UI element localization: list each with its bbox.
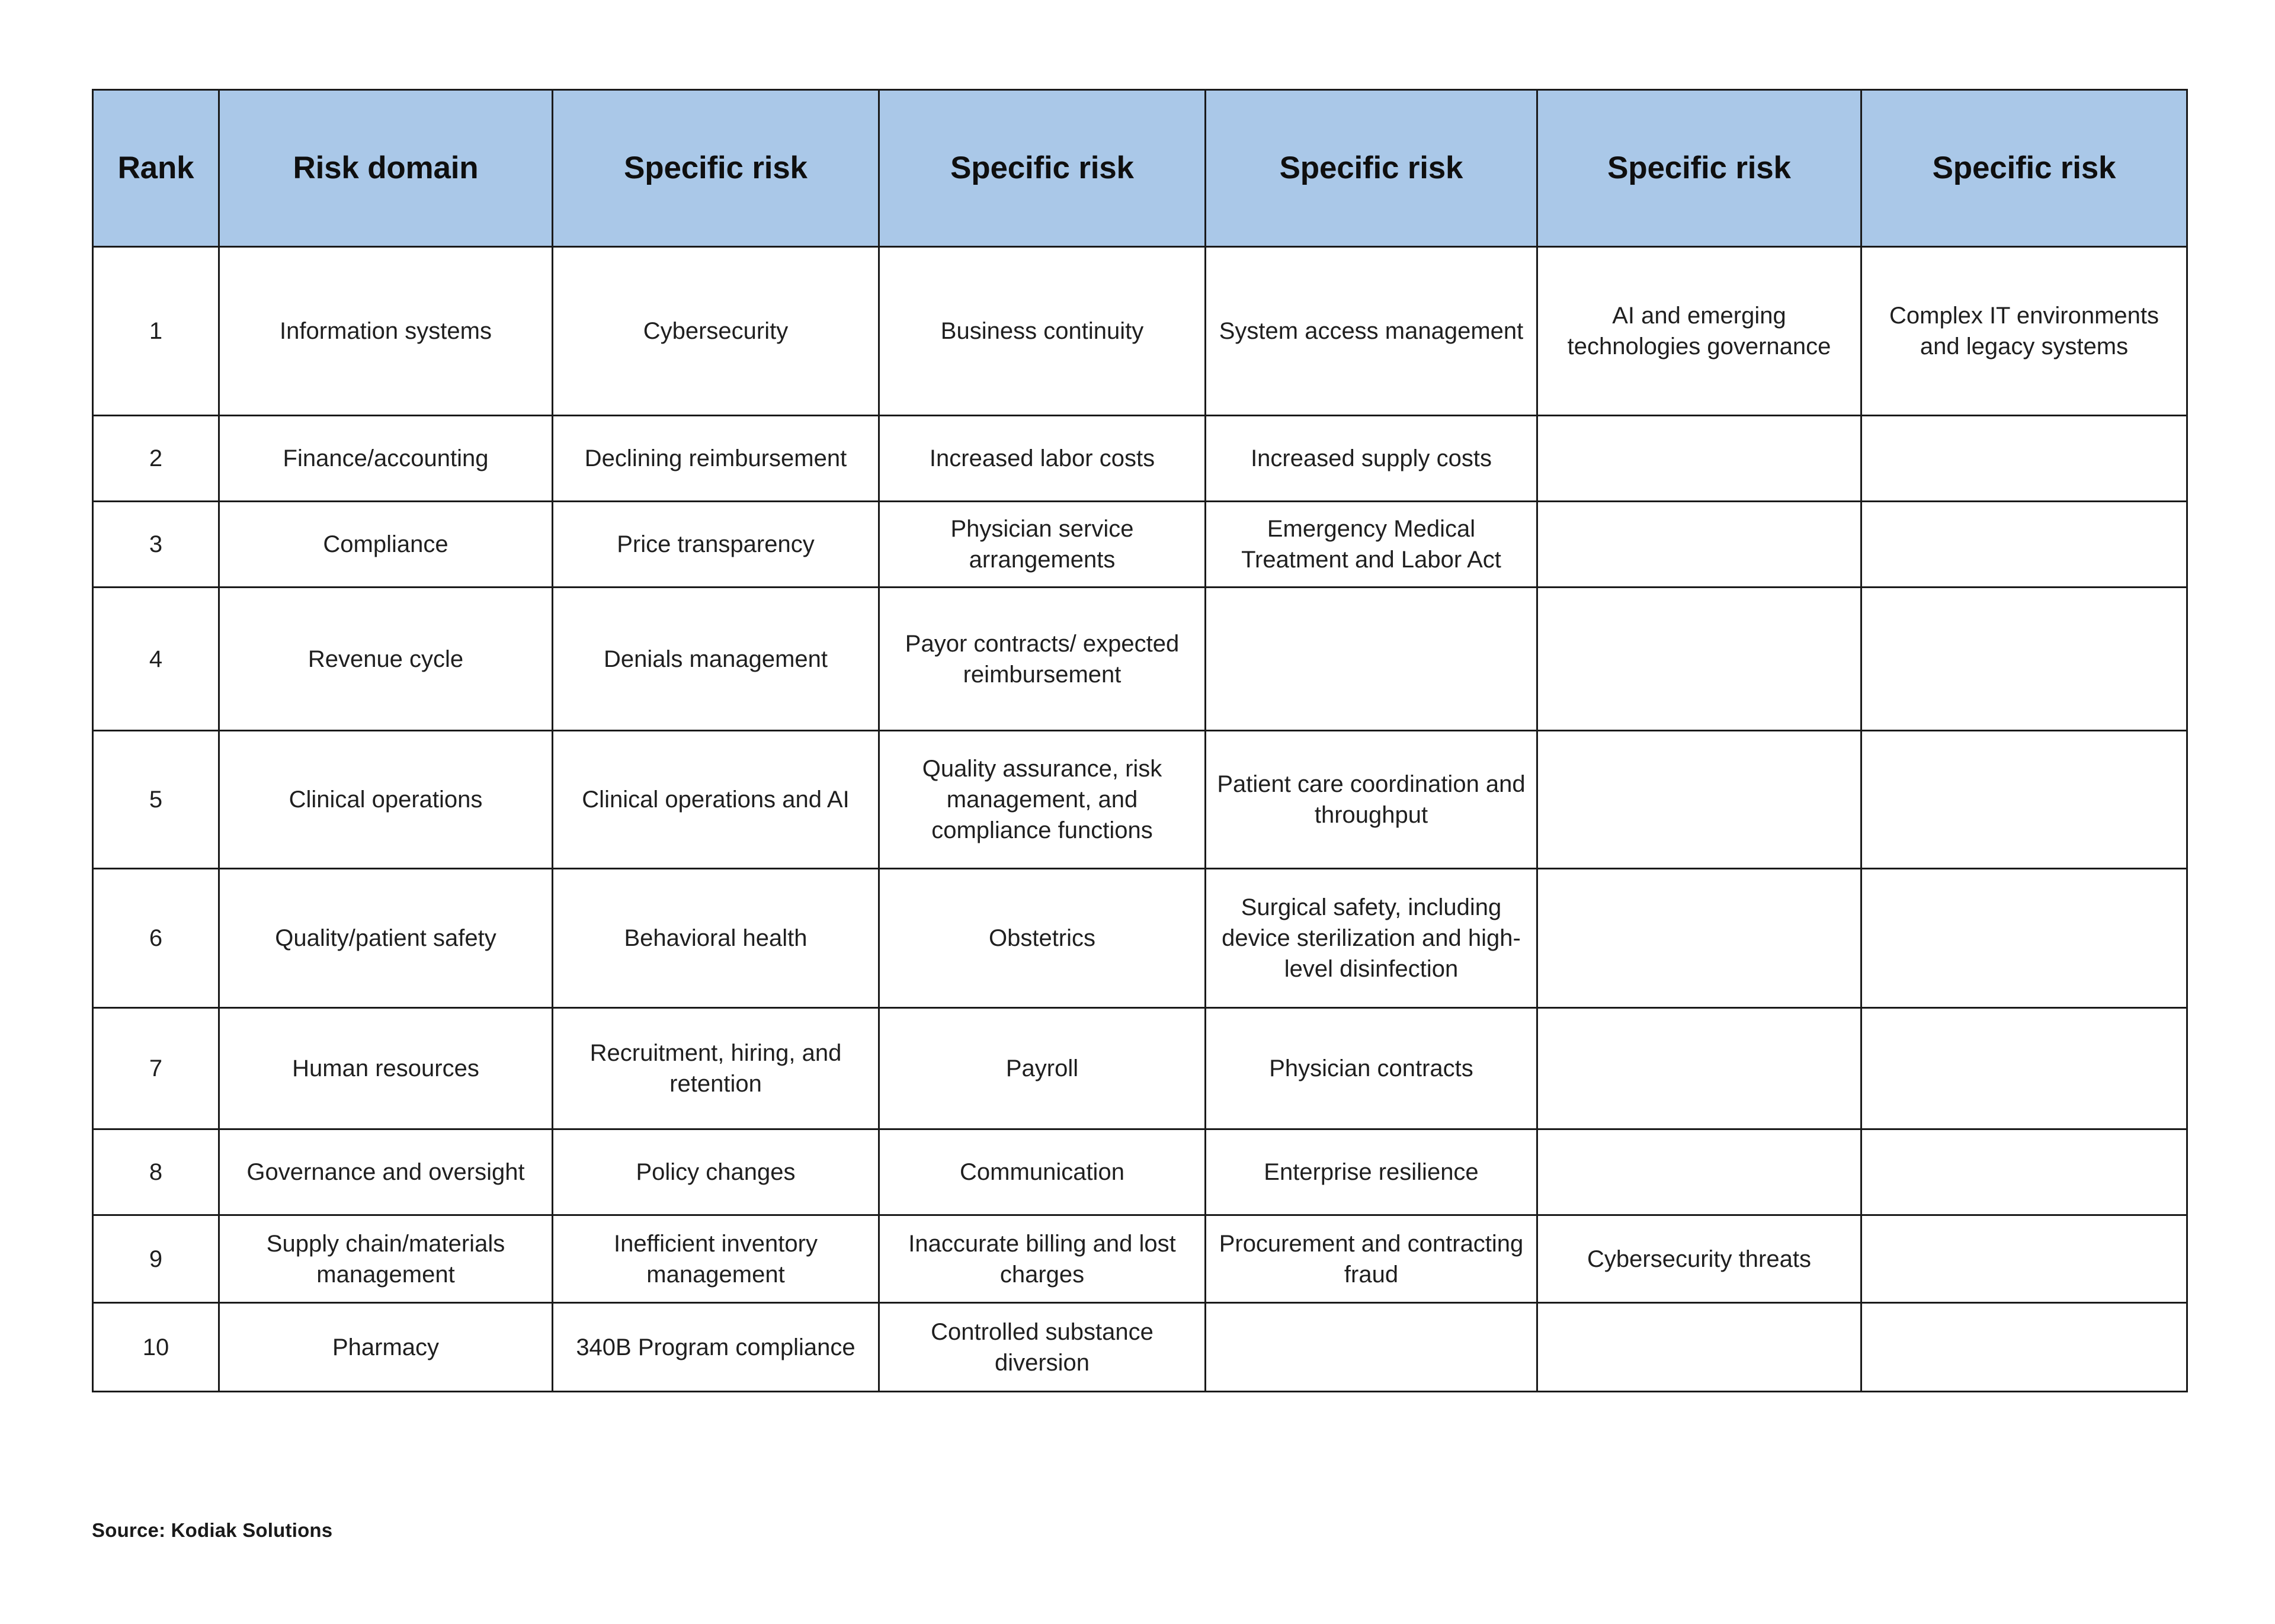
risk-domain-value: Finance/accounting xyxy=(219,416,553,502)
column-header-specific-risk-5: Specific risk xyxy=(1861,90,2187,247)
specific-risk-cell: Inefficient inventory management xyxy=(553,1215,879,1303)
rank-value: 5 xyxy=(93,731,219,869)
specific-risk-cell: Inaccurate billing and lost charges xyxy=(879,1215,1206,1303)
column-header-rank: Rank xyxy=(93,90,219,247)
table-row xyxy=(93,247,2187,416)
table-row xyxy=(93,1215,2187,1303)
source-attribution: Source: Kodiak Solutions xyxy=(92,1519,333,1541)
header-row xyxy=(93,90,2187,247)
specific-risk-cell: Quality assurance, risk management, and compliance functions xyxy=(879,731,1206,869)
specific-risk-cell: Payroll xyxy=(879,1008,1206,1129)
specific-risk-cell: Clinical operations and AI xyxy=(553,731,879,869)
specific-risk-cell xyxy=(1537,1303,1861,1392)
table-row xyxy=(93,869,2187,1008)
specific-risk-cell: Surgical safety, including device sterilization and high-level disinfection xyxy=(1206,869,1537,1008)
specific-risk-cell xyxy=(1206,1303,1537,1392)
specific-risk-cell: Physician contracts xyxy=(1206,1008,1537,1129)
specific-risk-cell: Physician service arrangements xyxy=(879,502,1206,588)
specific-risk-cell: Policy changes xyxy=(553,1129,879,1215)
specific-risk-cell xyxy=(1861,731,2187,869)
risk-domain-value: Clinical operations xyxy=(219,731,553,869)
table-header xyxy=(93,90,2187,247)
specific-risk-cell: Recruitment, hiring, and retention xyxy=(553,1008,879,1129)
specific-risk-cell: Emergency Medical Treatment and Labor Act xyxy=(1206,502,1537,588)
specific-risk-cell xyxy=(1537,588,1861,731)
specific-risk-cell: Increased labor costs xyxy=(879,416,1206,502)
specific-risk-cell xyxy=(1537,502,1861,588)
table-row xyxy=(93,502,2187,588)
specific-risk-cell: Denials management xyxy=(553,588,879,731)
table-row xyxy=(93,588,2187,731)
rank-value: 8 xyxy=(93,1129,219,1215)
specific-risk-cell: Cybersecurity threats xyxy=(1537,1215,1861,1303)
risk-domain-value: Pharmacy xyxy=(219,1303,553,1392)
specific-risk-cell: Enterprise resilience xyxy=(1206,1129,1537,1215)
specific-risk-cell: Patient care coordination and throughput xyxy=(1206,731,1537,869)
rank-value: 9 xyxy=(93,1215,219,1303)
specific-risk-cell xyxy=(1861,1303,2187,1392)
specific-risk-cell: Business continuity xyxy=(879,247,1206,416)
specific-risk-cell: Behavioral health xyxy=(553,869,879,1008)
specific-risk-cell: System access management xyxy=(1206,247,1537,416)
rank-value: 6 xyxy=(93,869,219,1008)
specific-risk-cell xyxy=(1861,1008,2187,1129)
specific-risk-cell: Communication xyxy=(879,1129,1206,1215)
table-body xyxy=(93,247,2187,1392)
column-header-specific-risk-2: Specific risk xyxy=(879,90,1206,247)
specific-risk-cell xyxy=(1537,1008,1861,1129)
table-row xyxy=(93,731,2187,869)
specific-risk-cell xyxy=(1206,588,1537,731)
column-header-risk-domain: Risk domain xyxy=(219,90,553,247)
risk-domain-value: Compliance xyxy=(219,502,553,588)
specific-risk-cell: Cybersecurity xyxy=(553,247,879,416)
table-row xyxy=(93,1129,2187,1215)
risk-table-container xyxy=(92,89,2186,1392)
table-row xyxy=(93,416,2187,502)
risk-domain-value: Information systems xyxy=(219,247,553,416)
specific-risk-cell: Procurement and contracting fraud xyxy=(1206,1215,1537,1303)
specific-risk-cell: 340B Program compliance xyxy=(553,1303,879,1392)
specific-risk-cell xyxy=(1861,1129,2187,1215)
risk-domain-value: Supply chain/materials management xyxy=(219,1215,553,1303)
specific-risk-cell xyxy=(1861,588,2187,731)
specific-risk-cell: Payor contracts/ expected reimbursement xyxy=(879,588,1206,731)
specific-risk-cell: Complex IT environments and legacy systems xyxy=(1861,247,2187,416)
table-row xyxy=(93,1008,2187,1129)
column-header-specific-risk-4: Specific risk xyxy=(1537,90,1861,247)
specific-risk-cell xyxy=(1537,731,1861,869)
specific-risk-cell xyxy=(1537,1129,1861,1215)
specific-risk-cell xyxy=(1861,416,2187,502)
specific-risk-cell: Increased supply costs xyxy=(1206,416,1537,502)
rank-value: 7 xyxy=(93,1008,219,1129)
top-risk-domains-table xyxy=(92,89,2188,1392)
specific-risk-cell: AI and emerging technologies governance xyxy=(1537,247,1861,416)
specific-risk-cell xyxy=(1861,502,2187,588)
risk-domain-value: Revenue cycle xyxy=(219,588,553,731)
risk-domain-value: Governance and oversight xyxy=(219,1129,553,1215)
rank-value: 1 xyxy=(93,247,219,416)
table-row xyxy=(93,1303,2187,1392)
specific-risk-cell: Price transparency xyxy=(553,502,879,588)
rank-value: 10 xyxy=(93,1303,219,1392)
specific-risk-cell xyxy=(1537,869,1861,1008)
column-header-specific-risk-3: Specific risk xyxy=(1206,90,1537,247)
specific-risk-cell: Obstetrics xyxy=(879,869,1206,1008)
rank-value: 3 xyxy=(93,502,219,588)
risk-domain-value: Quality/patient safety xyxy=(219,869,553,1008)
specific-risk-cell xyxy=(1537,416,1861,502)
rank-value: 4 xyxy=(93,588,219,731)
rank-value: 2 xyxy=(93,416,219,502)
specific-risk-cell: Declining reimbursement xyxy=(553,416,879,502)
risk-domain-value: Human resources xyxy=(219,1008,553,1129)
column-header-specific-risk-1: Specific risk xyxy=(553,90,879,247)
specific-risk-cell: Controlled substance diversion xyxy=(879,1303,1206,1392)
specific-risk-cell xyxy=(1861,869,2187,1008)
specific-risk-cell xyxy=(1861,1215,2187,1303)
